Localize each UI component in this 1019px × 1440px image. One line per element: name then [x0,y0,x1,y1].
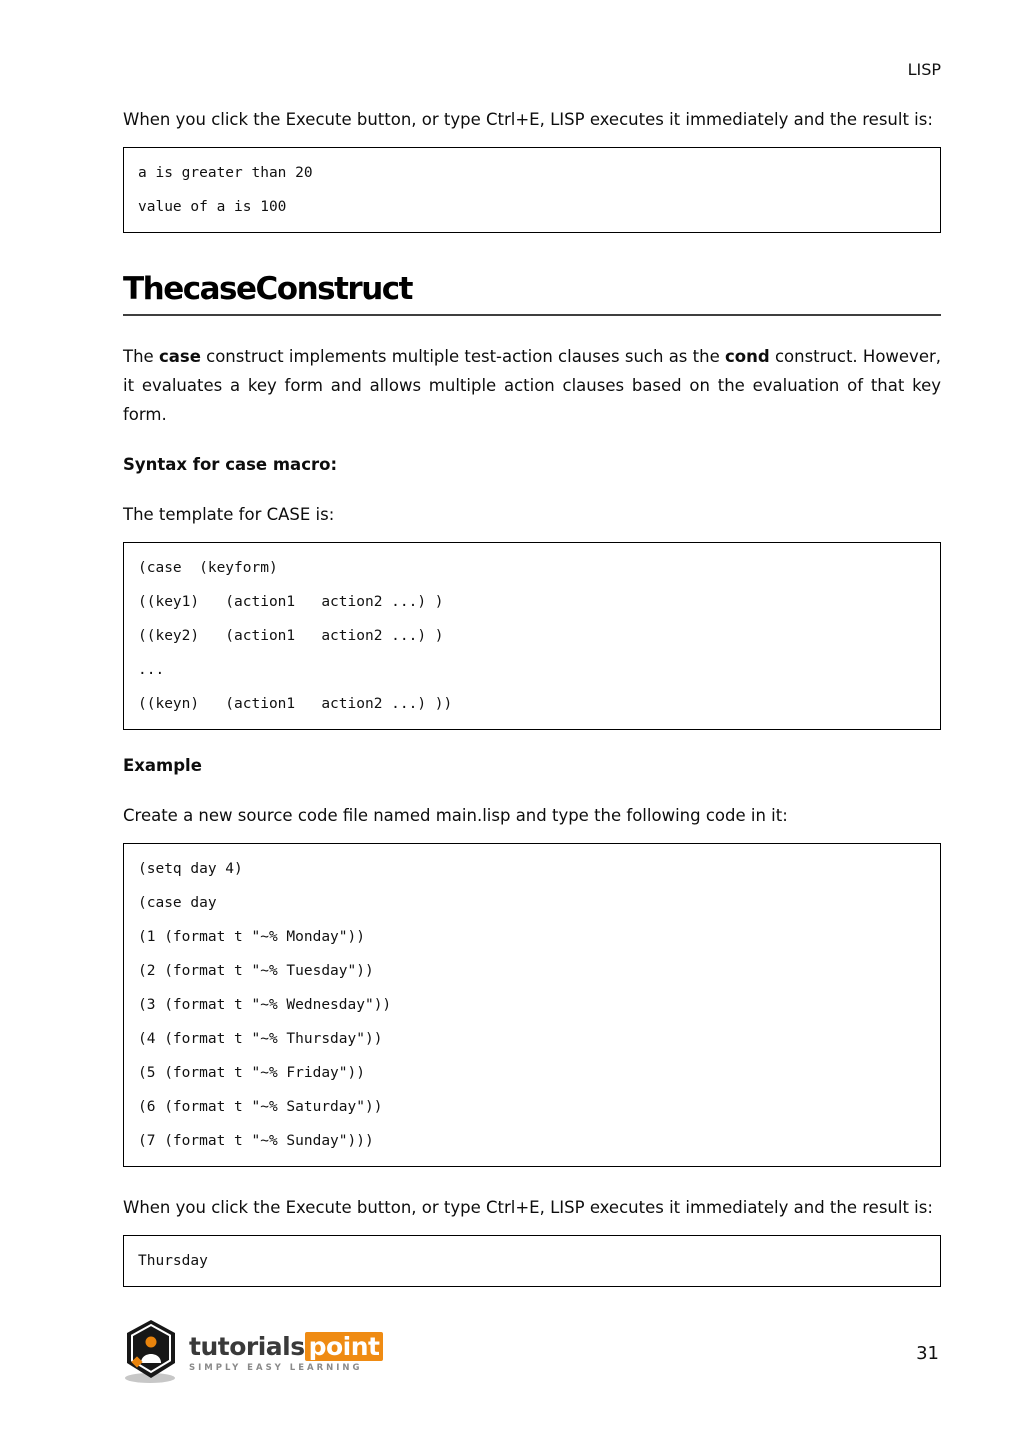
logo-tagline: SIMPLY EASY LEARNING [189,1362,363,1373]
cond-keyword: cond [725,347,770,366]
code-line: ... [138,662,165,678]
heading-part-post: Construct [255,271,412,307]
paragraph-template-intro: The template for CASE is: [123,505,335,524]
example-label: Example [123,756,202,775]
case-paragraph-text: construct implements multiple test-action clauses such as the [200,347,725,366]
code-line: (setq day 4) [138,861,243,877]
syntax-code-box [123,542,941,730]
paragraph-create-file: Create a new source code file named main.lisp and type the following code in it: [123,806,788,825]
heading-part-case: case [182,271,256,307]
heading-part-pre: The [123,271,183,307]
code-line: ((key2) (action1 action2 ...) ) [138,628,444,644]
code-line: (7 (format t "~% Sunday"))) [138,1133,374,1149]
page-header [123,0,941,79]
output-line: a is greater than 20 [138,165,313,181]
example-code-box [123,843,941,1167]
code-line: (case day [138,895,217,911]
page-content [123,0,941,1287]
paragraph-case-description [123,342,941,429]
paragraph-execute-result-2: When you click the Execute button, or type Ctrl+E, LISP executes it immediately and the result is: [123,1198,933,1217]
code-line: (4 (format t "~% Thursday")) [138,1031,383,1047]
logo-text-block [189,1331,383,1373]
syntax-label: Syntax for case macro: [123,455,338,474]
paragraph-execute-result-1: When you click the Execute button, or type Ctrl+E, LISP executes it immediately and the result is: [123,110,933,129]
page-footer [123,1318,939,1388]
header-title: LISP [907,60,941,79]
case-paragraph-text: The [123,347,159,366]
logo-word-point: point [305,1332,384,1361]
output-line: value of a is 100 [138,199,287,215]
output-box-1 [123,147,941,233]
page-number: 31 [916,1342,939,1364]
logo-wordmark [189,1331,383,1361]
output-line: Thursday [138,1253,208,1269]
code-line: (5 (format t "~% Friday")) [138,1065,365,1081]
code-line: ((key1) (action1 action2 ...) ) [138,594,444,610]
case-paragraph-text: construct. However, it evaluates a key form and allows multiple action clauses based on the evaluation of that key form. [123,347,942,424]
code-line: (3 (format t "~% Wednesday")) [138,997,392,1013]
code-line: (2 (format t "~% Tuesday")) [138,963,374,979]
code-line: (case (keyform) [138,560,278,576]
code-line: (6 (format t "~% Saturday")) [138,1099,383,1115]
code-line: (1 (format t "~% Monday")) [138,929,365,945]
logo-word-tutorials: tutorials [189,1331,305,1361]
output-box-2 [123,1235,941,1287]
code-line: ((keyn) (action1 action2 ...) )) [138,696,453,712]
tutorialspoint-logo-icon [123,1318,181,1388]
tutorialspoint-logo [123,1318,383,1388]
case-keyword: case [158,347,201,366]
section-heading-case-construct [123,271,941,316]
